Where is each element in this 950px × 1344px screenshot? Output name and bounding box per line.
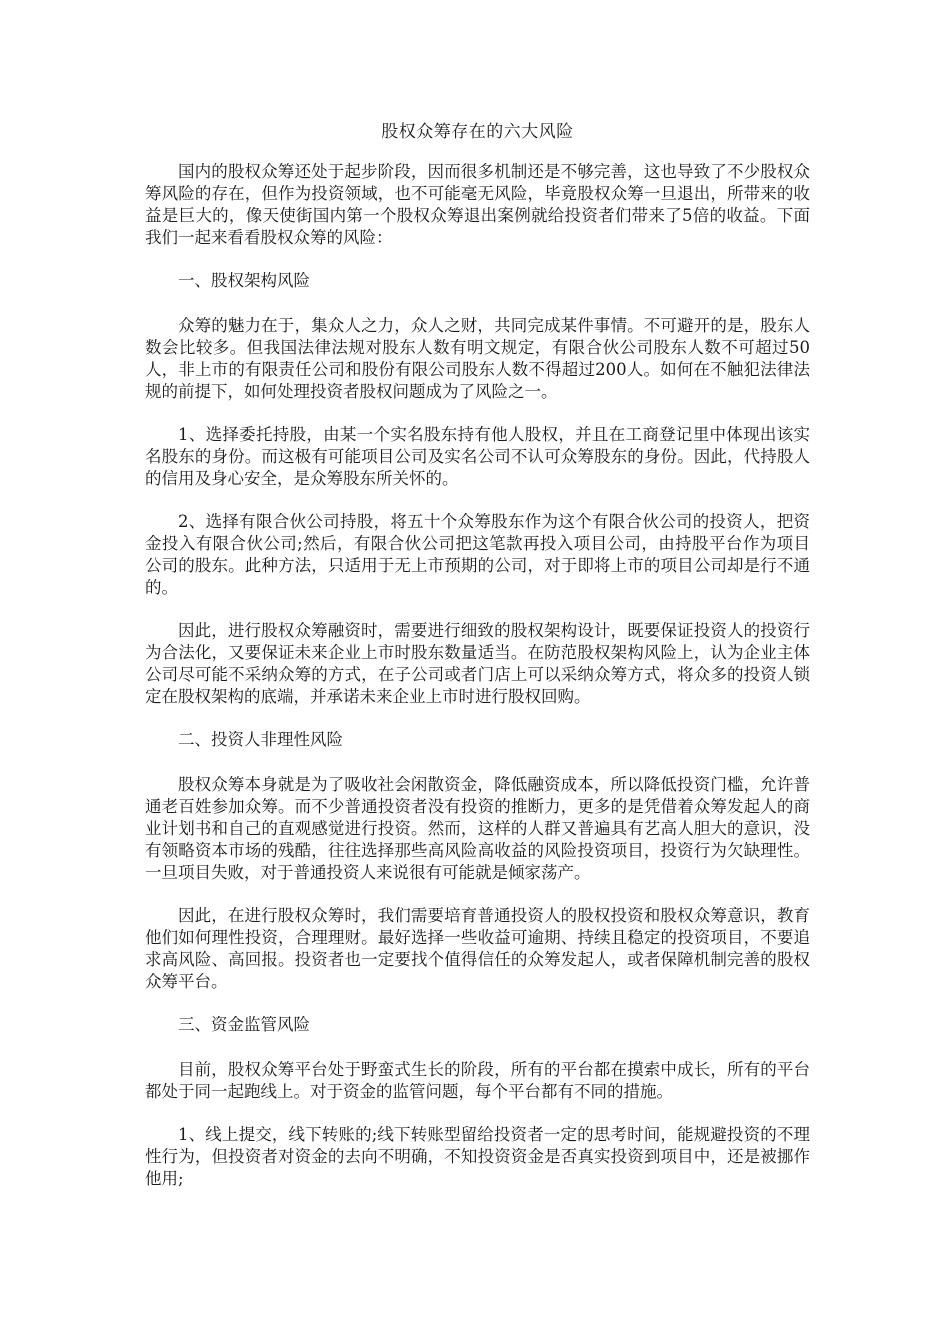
paragraph: 目前，股权众筹平台处于野蛮式生长的阶段，所有的平台都在摸索中成长，所有的平台都处于同一起跑线上。对于资金的监管问题，每个平台都有不同的措施。 [145,1060,810,1101]
paragraph: 1、选择委托持股，由某一个实名股东持有他人股权，并且在工商登记里中体现出该实名股东的身份。而这极有可能项目公司及实名公司不认可众筹股东的身份。因此，代持股人的信用及身心安全，是众筹股东所关怀的。 [145,425,810,488]
paragraph: 2、选择有限合伙公司持股，将五十个众筹股东作为这个有限合伙公司的投资人，把资金投入有限合伙公司;然后，有限合伙公司把这笔款再投入项目公司，由持股平台作为项目公司的股东。此种方法，只适用于无上市预期的公司，对于即将上市的项目公司却是行不通的。 [145,512,810,597]
paragraph: 因此，在进行股权众筹时，我们需要培育普通投资人的股权投资和股权众筹意识，教育他们如何理性投资，合理理财。最好选择一些收益可逾期、持续且稳定的投资项目，不要追求高风险、高回报。投资者也一定要找个值得信任的众筹发起人，或者保障机制完善的股权众筹平台。 [145,906,810,991]
paragraph: 股权众筹本身就是为了吸收社会闲散资金，降低融资成本，所以降低投资门槛，允许普通老百姓参加众筹。而不少普通投资者没有投资的推断力，更多的是凭借着众筹发起人的商业计划书和自己的直观感觉进行投资。然而，这样的人群又普遍具有艺高人胆大的意识，没有领略资本市场的残酷，往往选择那些高风险高收益的风险投资项目，投资行为欠缺理性。一旦项目失败，对于普通投资人来说很有可能就是倾家荡产。 [145,775,810,882]
paragraph: 国内的股权众筹还处于起步阶段，因而很多机制还是不够完善，这也导致了不少股权众筹风险的存在，但作为投资领域，也不可能毫无风险，毕竟股权众筹一旦退出，所带来的收益是巨大的，像天使街国内第一个股权众筹退出案例就给投资者们带来了5倍的收益。下面我们一起来看看股权众筹的风险： [145,162,810,247]
section-heading: 三、资金监管风险 [178,1015,310,1034]
paragraph: 因此，进行股权众筹融资时，需要进行细致的股权架构设计，既要保证投资人的投资行为合法化，又要保证未来企业上市时股东数量适当。在防范股权架构风险上，认为企业主体公司尽可能不采纳众筹的方式，在子公司或者门店上可以采纳众筹方式，将众多的投资人锁定在股权架构的底端，并承诺未来企业上市时进行股权回购。 [145,621,810,706]
paragraph: 众筹的魅力在于，集众人之力，众人之财，共同完成某件事情。不可避开的是，股东人数会比较多。但我国法律法规对股东人数有明文规定，有限合伙公司股东人数不可超过50人，非上市的有限责任公司和股份有限公司股东人数不得超过200人。如何在不触犯法律法规的前提下，如何处理投资者股权问题成为了风险之一。 [145,316,810,401]
section-heading: 一、股权架构风险 [178,271,310,290]
document-title: 股权众筹存在的六大风险 [381,122,574,142]
section-heading: 二、投资人非理性风险 [178,730,343,749]
paragraph: 1、线上提交，线下转账的;线下转账型留给投资者一定的思考时间，能规避投资的不理性行为，但投资者对资金的去向不明确，不知投资资金是否真实投资到项目中，还是被挪作他用; [145,1125,810,1188]
document-body [145,161,810,1190]
document-page [145,120,810,1211]
